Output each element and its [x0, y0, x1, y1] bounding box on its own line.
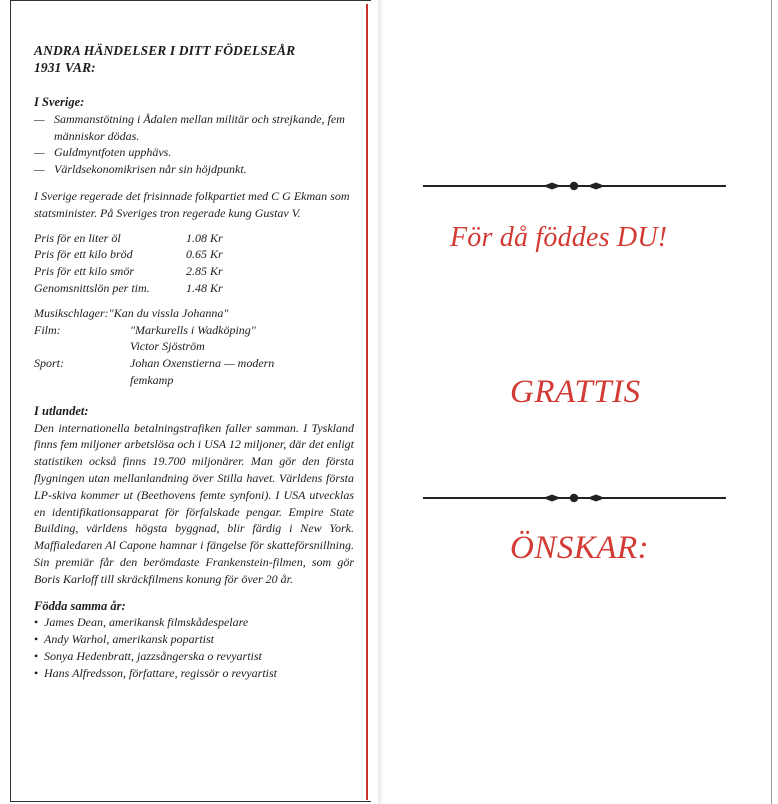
abroad-paragraph: Den internationella betalningstrafiken faller samman. I Tyskland finns fem miljoner arbetslösa och i USA 12 miljoner, där det enligt statistiken också finns 19.700 miljonärer. Man gör den första flygningen utan mellanlandning över Stilla havet. Världens första LP-skiva kommer ut (Beethovens femte synfoni). I USA utvecklas en identifikationsapparat för förfalskade pengar. Empire State Building, världens högsta byggnad, blir färdig i New York. Maffialedaren Al Capone hamnar i fängelse för skatteförsnillning. Sin premiär får den berömdaste Frankenstein-filmen, som gör Boris Karloff till skräckfilmens konung för över 20 år. — [34, 420, 354, 586]
sweden-events-list — [34, 111, 354, 178]
table-row: Pris för ett kilo bröd 0.65 Kr — [34, 247, 223, 262]
born-line: För då föddes DU! — [450, 222, 668, 253]
government-paragraph: I Sverige regerade det frisinnade folkpartiet med C G Ekman som statsminister. På Sveriges tron regerade kung Gustav V. — [34, 188, 350, 220]
music-value: "Kan du vissla Johanna" — [108, 305, 229, 320]
sport-value: Johan Oxenstierna — modern femkamp — [130, 356, 275, 387]
ornament-divider-bottom — [423, 491, 726, 505]
title-line-1: ANDRA HÄNDELSER I DITT FÖDELSEÅR — [34, 43, 296, 58]
list-item: — Världsekonomikrisen når sin höjdpunkt. — [34, 162, 247, 177]
bullet-marker: • — [34, 615, 39, 630]
title-line-2: 1931 VAR: — [34, 60, 96, 75]
bullet-marker: • — [34, 648, 39, 663]
table-row: Genomsnittslön per tim. 1.48 Kr — [34, 280, 223, 295]
left-content — [34, 42, 354, 682]
table-row: Pris för en liter öl 1.08 Kr — [34, 230, 223, 245]
list-item: — Guldmyntfoten upphävs. — [34, 145, 172, 160]
bullet-marker: • — [34, 632, 39, 647]
film-row — [34, 322, 354, 356]
fold-shadow — [378, 0, 384, 804]
music-row — [34, 305, 354, 322]
film-value: "Markurells i Wadköping" Victor Sjöström — [130, 322, 256, 354]
music-label: Musikschlager: — [34, 305, 109, 320]
list-item: • Andy Warhol, amerikansk popartist — [34, 632, 214, 647]
bullet-marker: • — [34, 665, 39, 680]
list-item: • Sonya Hedenbratt, jazzsångerska o revyartist — [34, 648, 262, 663]
red-vertical-rule — [366, 4, 368, 800]
sport-label: Sport: — [34, 356, 64, 371]
dash-marker: — — [34, 162, 45, 177]
onskar-heading: ÖNSKAR: — [510, 530, 650, 566]
sweden-heading: I Sverige: — [34, 95, 85, 109]
born-list — [34, 614, 354, 681]
sport-row — [34, 355, 354, 389]
right-edge-line — [771, 0, 772, 804]
price-table — [34, 230, 223, 297]
list-item: • James Dean, amerikansk filmskådespelare — [34, 615, 249, 630]
grattis-heading: GRATTIS — [510, 374, 641, 410]
table-row: Pris för ett kilo smör 2.85 Kr — [34, 264, 223, 279]
dash-marker: — — [34, 111, 45, 126]
film-label: Film: — [34, 322, 61, 337]
ornament-divider-icon — [423, 491, 726, 505]
list-item: — Sammanstötning i Ådalen mellan militär och strejkande, fem människor dödas. — [34, 111, 345, 143]
ornament-divider-icon — [423, 179, 726, 193]
abroad-heading: I utlandet: — [34, 403, 89, 418]
culture-block — [34, 305, 354, 389]
ornament-divider-top — [423, 179, 726, 193]
page-title — [34, 42, 354, 76]
born-heading: Födda samma år: — [34, 598, 126, 613]
list-item: • Hans Alfredsson, författare, regissör o revyartist — [34, 665, 278, 680]
dash-marker: — — [34, 145, 45, 160]
